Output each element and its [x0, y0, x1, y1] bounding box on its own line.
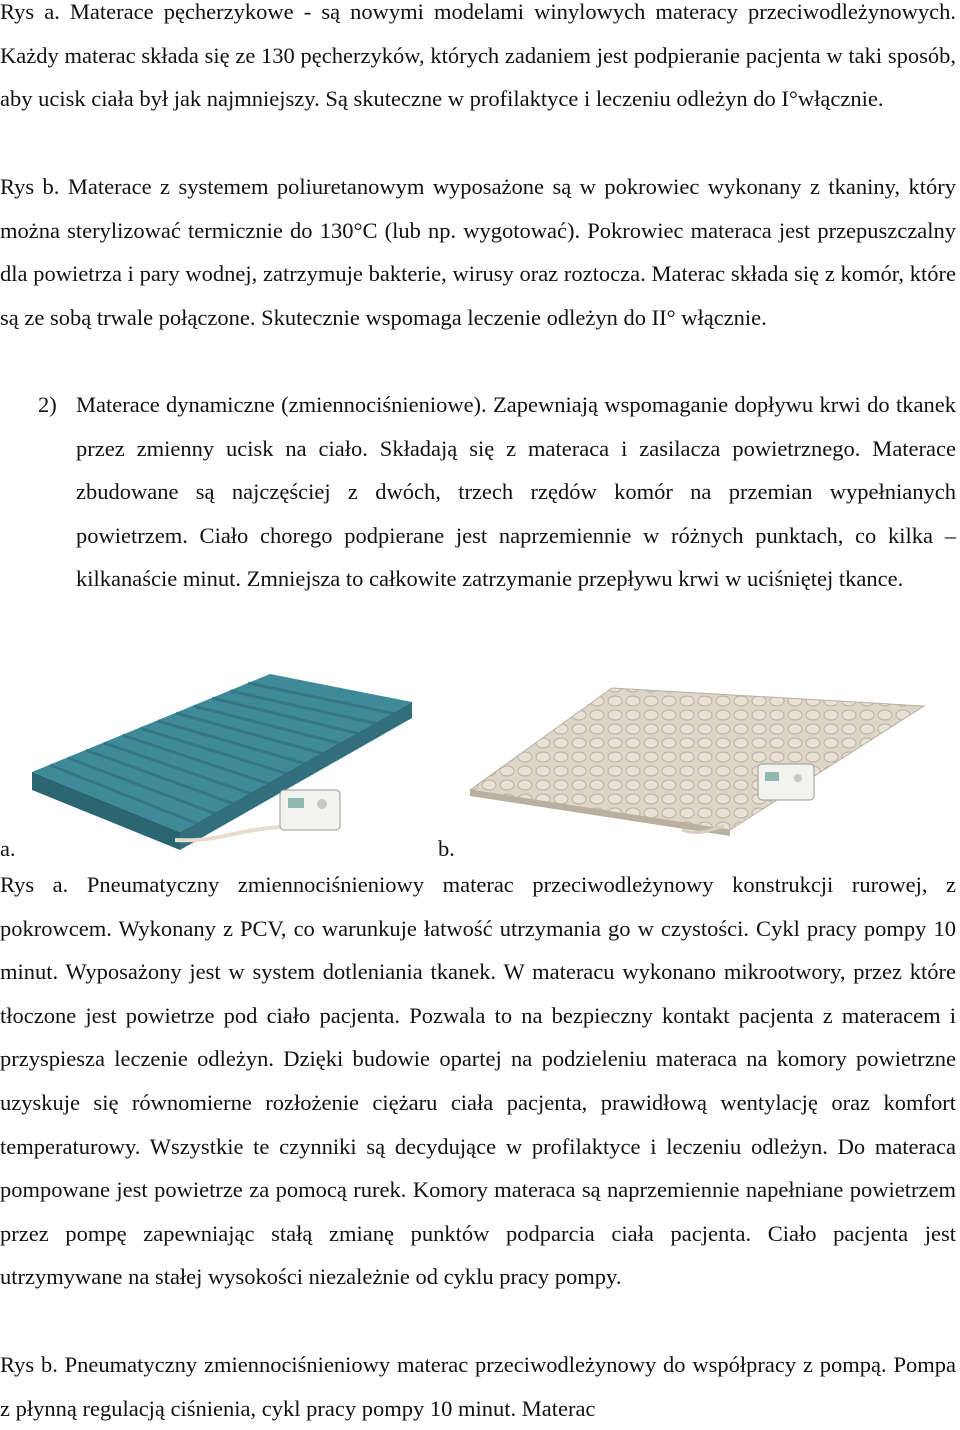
paragraph-figure-b-description: Rys b. Pneumatyczny zmiennociśnieniowy materac przeciwodleżynowy do współpracy z pompą. Pompa z płynną regulacją ciśnienia, cykl pracy pompy 10 minut. Materac — [0, 1352, 956, 1421]
pump-icon-a — [280, 790, 340, 830]
list-item-number: 2) — [38, 392, 57, 417]
figure-label-b: b. — [438, 836, 455, 861]
list-item-dynamic-mattresses: Materace dynamiczne (zmiennociśnieniowe). Zapewniają wspomaganie dopływu krwi do tkanek przez zmienny ucisk na ciało. Składają się z materaca i zasilacza powietrznego. Materace zbudowane są najczęściej z dwóch, trzech rzędów komór na przemian wypełnianych powietrzem. Ciało chorego podpierane jest naprzemiennie w różnych punktach, co kilka – kilkanaście minut. Zmniejsza to całkowite zatrzymanie przepływu krwi w uciśniętej tkance. — [76, 392, 956, 592]
pump-icon-b — [758, 764, 814, 800]
figure-b-bubble-mattress — [462, 680, 932, 840]
paragraph-polyurethane-mattress: Rys b. Materace z systemem poliuretanowym wyposażone są w pokrowiec wykonany z tkaniny, który można sterylizować termicznie do 130°C (lub np. wygotować). Pokrowiec materaca jest przepuszczalny dla powietrza i pary wodnej, zatrzymuje bakterie, wirusy oraz roztocza. Materac składa się z komór, które są ze sobą trwale połączone. Skutecznie wspomaga leczenie odleżyn do II° włącznie. — [0, 174, 956, 330]
paragraph-figure-a-description: Rys a. Pneumatyczny zmiennociśnieniowy materac przeciwodleżynowy konstrukcji rurowej, z pokrowcem. Wykonany z PCV, co warunkuje łatwość utrzymania go w czystości. Cykl pracy pompy 10 minut. Wyposażony jest w system dotleniania tkanek. W materacu wykonano mikrootwory, przez które tłoczone jest powietrze pod ciało pacjenta. Pozwala to na bezpieczny kontakt pacjenta z materacem i przyspiesza leczenie odleżyn. Dzięki budowie opartej na podzieleniu materaca na komory powietrzne uzyskuje się równomierne rozłożenie ciężaru ciała pacjenta, prawidłową wentylację oraz komfort temperaturowy. Wszystkie te czynniki są decydujące w profilaktyce i leczeniu odleżyn. Do materaca pompowane jest powietrze za pomocą rurek. Komory materaca są naprzemiennie napełniane powietrzem przez pompę zapewniając stałą zmianę punktów podparcia ciała pacjenta. Ciało pacjenta jest utrzymywane na stałej wysokości niezależnie od cyklu pracy pompy. — [0, 872, 956, 1290]
figure-a-tube-mattress — [20, 672, 420, 862]
figure-label-a: a. — [0, 836, 16, 861]
paragraph-bubble-mattress: Rys a. Materace pęcherzykowe - są nowymi modelami winylowych materacy przeciwodleżynowych. Każdy materac składa się ze 130 pęcherzyków, których zadaniem jest podpieranie pacjenta w taki sposób, aby ucisk ciała był jak najmniejszy. Są skuteczne w profilaktyce i leczeniu odleżyn do I°włącznie. — [0, 0, 956, 112]
